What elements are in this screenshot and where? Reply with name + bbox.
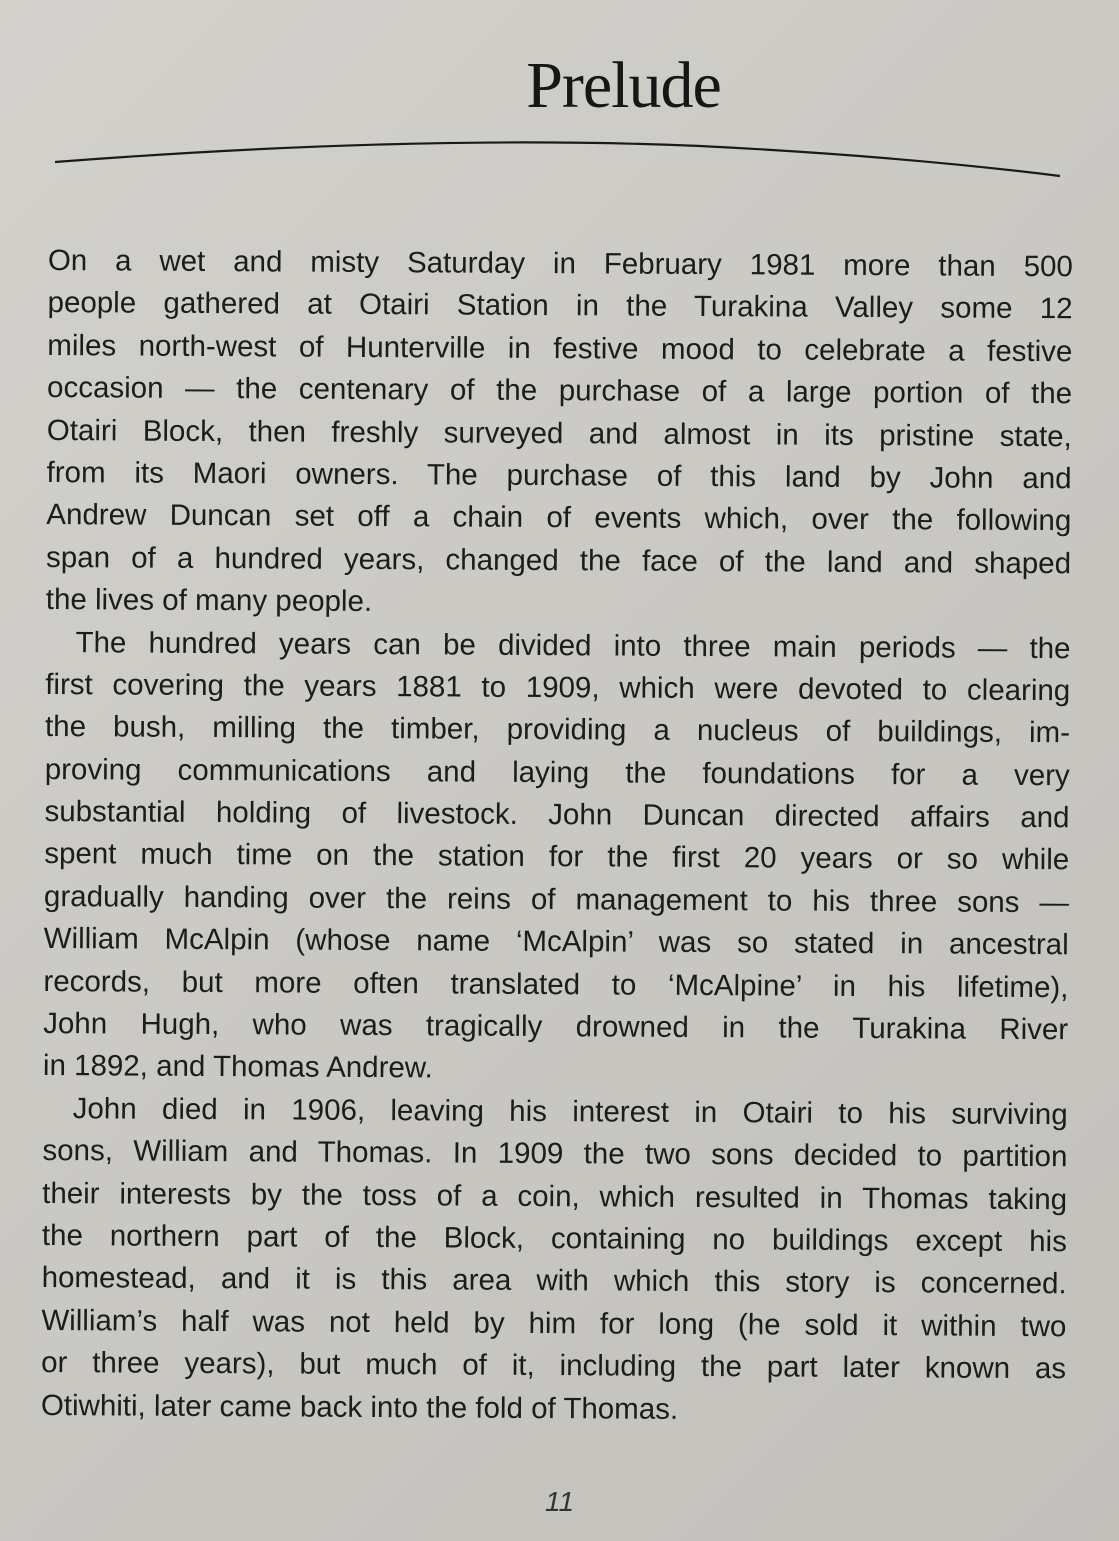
text-line: On a wet and misty Saturday in February 1981 more than 500: [47, 243, 1073, 284]
chapter-title: [0, 48, 1119, 124]
text-line: their interests by the toss of a coin, which resulted in Thomas taking: [42, 1176, 1068, 1216]
text-line: John Hugh, who was tragically drowned in the Turakina River: [43, 1007, 1069, 1047]
text-line: spent much time on the station for the first 20 years or so while: [44, 837, 1070, 877]
text-line: in 1892, and Thomas Andrew.: [42, 1049, 433, 1085]
text-line: the lives of many people.: [45, 583, 373, 619]
text-line: The hundred years can be divided into three main periods — the: [75, 625, 1071, 665]
chapter-title-text: Prelude: [526, 49, 721, 122]
text-line: the bush, milling the timber, providing a nucleus of buildings, im-: [44, 710, 1071, 750]
text-line: records, but more often translated to ‘McAlpine’ in his lifetime),: [43, 964, 1069, 1004]
text-line: sons, William and Thomas. In 1909 the two sons decided to partition: [42, 1134, 1068, 1174]
body-text: [41, 240, 1073, 1433]
text-line: span of a hundred years, changed the face of the land and shaped: [45, 540, 1072, 580]
decorative-swash-rule: [0, 130, 1119, 190]
text-line: people gathered at Otairi Station in the Turakina Valley some 12: [47, 286, 1073, 326]
text-line: William’s half was not held by him for long (he sold it within two: [41, 1303, 1067, 1344]
text-line: first covering the years 1881 to 1909, which were devoted to clearing: [45, 667, 1071, 708]
text-line: miles north-west of Hunterville in festive mood to celebrate a festive: [47, 328, 1073, 369]
text-line: occasion — the centenary of the purchase of a large portion of the: [46, 371, 1073, 411]
text-line: Otiwhiti, later came back into the fold of Thomas.: [40, 1388, 679, 1426]
text-line: John died in 1906, leaving his interest in Otairi to his surviving: [72, 1091, 1068, 1132]
text-line: gradually handing over the reins of management to his three sons —: [43, 879, 1070, 920]
text-line: or three years), but much of it, including the part later known as: [41, 1346, 1067, 1386]
text-line: Otairi Block, then freshly surveyed and almost in its pristine state,: [46, 413, 1072, 453]
text-line: William McAlpin (whose name ‘McAlpin’ was so stated in ancestral: [43, 922, 1069, 962]
text-line: proving communications and laying the foundations for a very: [44, 752, 1070, 792]
text-line: from its Maori owners. The purchase of this land by John and: [46, 455, 1072, 496]
text-line: the northern part of the Block, containing no buildings except his: [41, 1218, 1068, 1259]
page-number: 11: [544, 1486, 575, 1517]
text-line: Andrew Duncan set off a chain of events which, over the following: [46, 498, 1072, 538]
text-line: substantial holding of livestock. John Duncan directed affairs and: [44, 795, 1070, 835]
text-line: homestead, and it is this area with which this story is concerned.: [41, 1261, 1067, 1301]
